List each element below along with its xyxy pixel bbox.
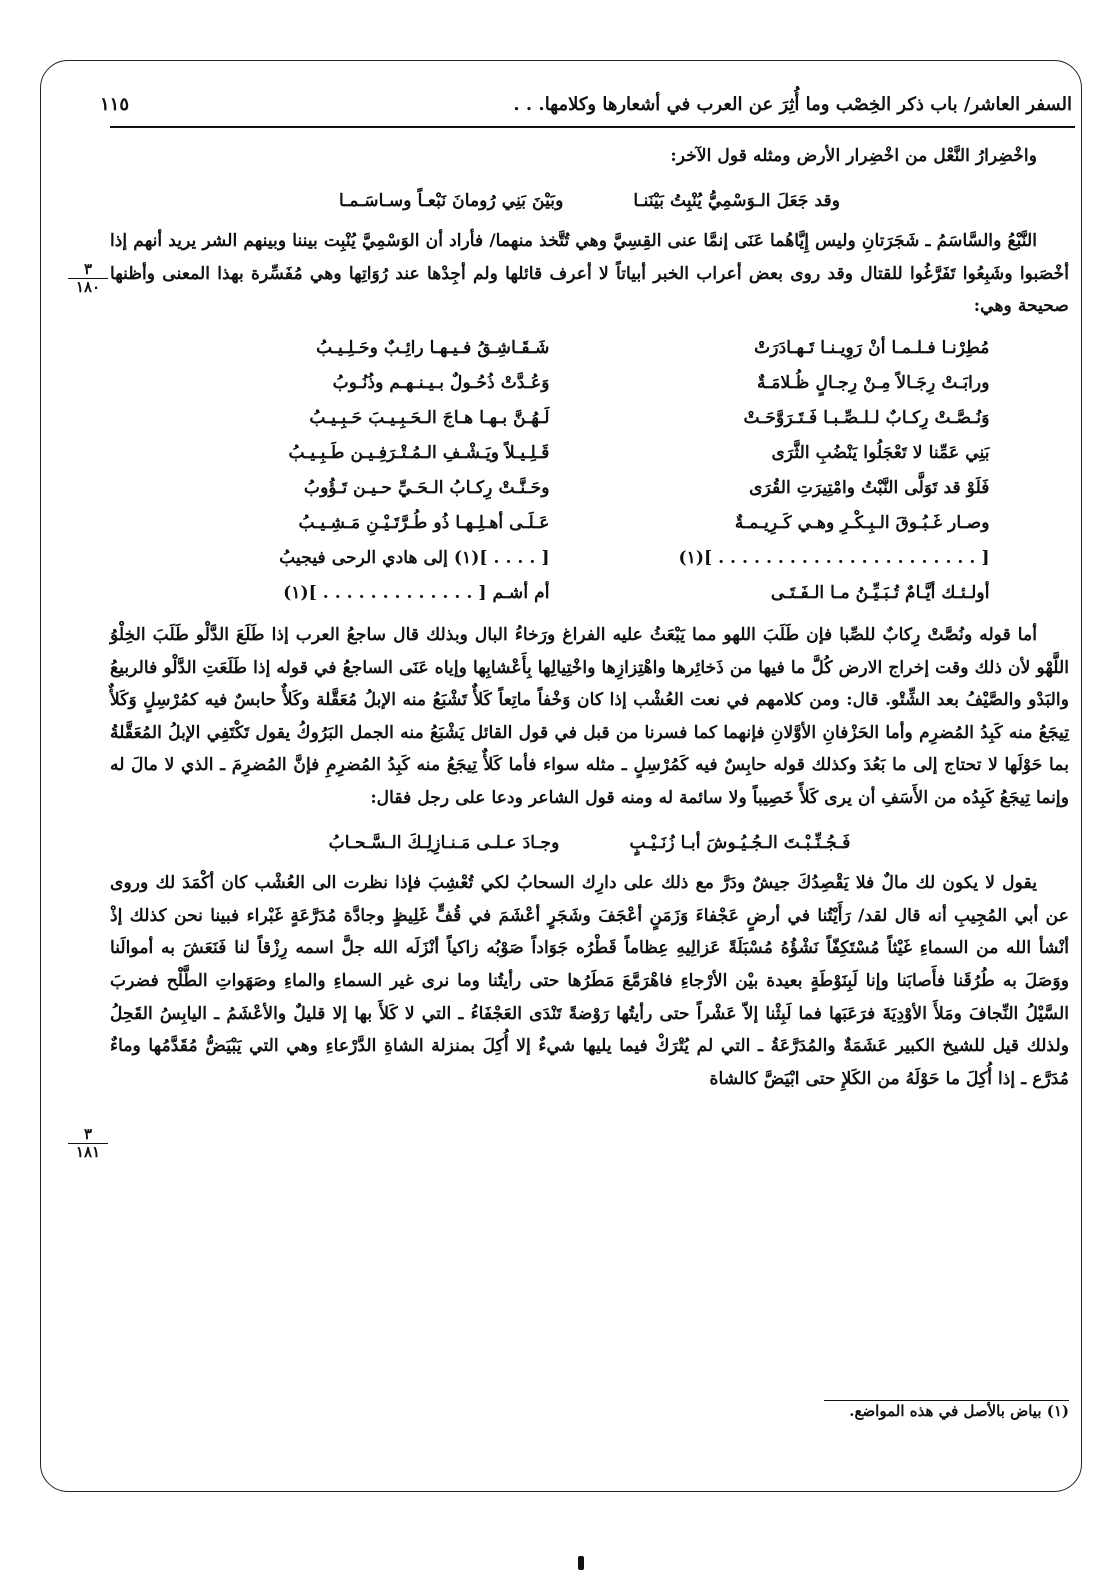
- verse-hemistich: وصـار غَـبُـوقَ الـبِـكْـرِ وهـي كَـرِيـمـةٌ: [734, 512, 990, 533]
- verse-hemistich: [ . . . . . . . . . . . . . . . . . . . . . . ](١): [678, 547, 990, 568]
- paragraph-nab-sasam: النَّبْعُ والسَّاسَمُ ـ شَجَرَتانِ وليس إِيَّاهُما عَنَى إنمَّا عنى القِسِيَّ وهي تُتَّخذ منهما/ فأراد أن الوَسْمِيَّ يُنْبِت بيننا وبينهم الشر يريد أنهم إذا أخْصَبوا وشَبِعُوا تَفَرَّغُوا للقتال وقد روى بعض أعراب الخبر أبياتاً لا أعرف قائلها ولم أجِدْها عند رُوَاتِها وهي مُفَسِّرة بهذا المعنى وأظنها صحيحة وهي:: [110, 231, 1069, 317]
- verse-hemistich: ورابَـتْ رِجَـالاً مِـنْ رِجـالٍ ظُـلامَـةٌ: [757, 372, 990, 393]
- verse-hemistich: قَـلِـيـلاً ويَـشْـفِ الـمُـتْـرَفِـيـن طَـبِـيـبُ: [288, 442, 550, 463]
- verse-hemistich: وَنُـصَّـتْ رِكـابٌ لـلـصِّـبـا فَـتَـرَوَّحَـتْ: [743, 407, 990, 428]
- verse-hemistich: وبَيْنَ بَنِي رُومانَ نَبْعـاً وسـاسَـمـا: [338, 190, 564, 211]
- verse-hemistich: فَـجُـنِّـبْـتَ الـجُـيُـوشَ أبـا زُنَـيْـبٍ: [629, 832, 851, 853]
- verse-hemistich: [ . . . . ](١) إلى هادي الرحى فيجيبُ: [279, 547, 550, 568]
- page-header: [100, 84, 1072, 124]
- verse-hemistich: مُطِرْنـا فـلـمـا أنْ رَوِيـنـا تَـهـادَرَتْ: [754, 337, 990, 358]
- margin-note-2: [68, 1127, 108, 1160]
- verse-hemistich: فَلَوْ قد تَوَلَّى النَّبْتُ وامْتِيرَتِ القُرَى: [749, 477, 990, 498]
- verse-hemistich: وجـادَ عـلـى مَـنـازِلِـكَ الـسَّـحـابُ: [328, 832, 560, 853]
- margin-note-1: [68, 262, 108, 295]
- verse-couplet-1: [110, 185, 1069, 218]
- running-title: السفر العاشر/ باب ذكر الخِصْب وما أُثِرَ عن العرب في أشعارها وكلامها. . .: [513, 93, 1072, 115]
- page-body: [110, 140, 1069, 1095]
- verse-hemistich: وحَـنَّـتْ رِكـابُ الـحَـيِّ حـيـن تَـؤُوبُ: [303, 477, 550, 498]
- verse-hemistich: وَعُـدَّتْ ذُحُـولٌ بـيـنـهـم وذُنُـوبُ: [332, 372, 550, 393]
- margin-note-2-volume: ٣: [68, 1127, 108, 1144]
- verse-hemistich: أولـئـك أيَّـامٌ تُـبَـيِّـنُ مـا الـفَـتَـى: [770, 582, 990, 603]
- verse-hemistich: شَـقَـاشِـقُ فـيـهـا رائِـبٌ وحَـلِـيـبُ: [316, 337, 550, 358]
- verse-couplet-2: [110, 827, 1069, 860]
- poem-block: [110, 331, 1069, 611]
- paragraph-commentary: أما قوله ونُصَّتْ رِكابٌ للصِّبا فإن طَلَبَ اللهو مما يَبْعَثُ عليه الفراغ ورَخاءُ البال وبذلك قال ساجعُ العرب إذا طَلَعَ الدَّلْو طَلَبَ الخِلْوُ اللَّهْو لأن ذلك وقت إخراج الارض كُلَّ ما فيها من ذَخائِرها واهْتِزازِها واخْتِيالِها بِأَعْشابِها وإياه عَنَى الساجعُ في قوله إذا طَلَعَتِ الدَّلْو فالربيعُ والبَدْو والصَّيْفُ بعد الشِّتْو. قال: ومن كلامهم في نعت العُشْب إذا كان وَخْفاً ماتِعاً كَلأٌ تَشْبَعُ منه الإبلُ مُعَقَّلة وكَلأٌ حابسٌ فيه كمُرْسِلٍ وَكَلأٌ تِيجَعُ منه كَبِدُ المُضرِم وأما الحَزْفانِ الأوَّلانِ فإنهما كما فسرنا من قبل في قول القائل يَشْبَعُ منه الجمل البَرُوكُ يقول تَكْتَفِي الإبلُ المُعَقَّلةُ بما حَوْلَها لا تحتاج إلى ما بَعُدَ وكذلك قوله حابِسٌ فيه كَمُرْسِلٍ ـ مثله سواء فأما كَلأٌ تِيجَعُ منه كَبِدُ المُضرِمِ فإنَّ المُضرِمَ ـ الذي لا مالَ له وإنما تِيجَعُ كَبِدُه من الأَسَفِ أن يرى كَلأً خَصِيباً ولا سائمة له ومنه قول الشاعر ودعا على رجل فقال:: [110, 624, 1069, 808]
- verse-hemistich: لَـهُـنَّ بـهـا هـاجَ الـحَـبِـيـبَ حَـبِـيـبُ: [309, 407, 550, 428]
- verse-hemistich: عَـلَـى أهـلِـهـا ذُو طُـرَّتَـيْـنِ مَـشِـيـبُ: [298, 512, 550, 533]
- margin-note-1-volume: ٣: [68, 262, 108, 279]
- page-number: ١١٥: [100, 93, 130, 115]
- footnote-divider: [824, 1400, 1069, 1401]
- verse-hemistich: أم أشـم [ . . . . . . . . . . . . . ](١): [283, 582, 550, 603]
- verse-hemistich: بَنِي عَمِّنا لا تَعْجَلُوا يَنْضُبِ الثَّرَى: [771, 442, 990, 463]
- paragraph-intro: واخْضِرارُ النَّعْل من اخْضِرار الأرض ومثله قول الآخر:: [670, 146, 1037, 166]
- paragraph-abu-mujib: يقول لا يكون لك مالٌ فلا يَقْصِدُكَ جيشٌ ودَرَّ مع ذلك على دارِك السحابُ لكي تُعْشِبَ فإذا نظرت الى العُشْب كان أكْمَدَ لك وروى عن أبي المُجِيبِ أنه قال لقد/ رَأَيْتُنا في أرضٍ عَجْفاءَ وَزَمَنٍ أعْجَفَ وشَجَرٍ أعْشَمَ في قُفٍّ غَلِيظٍ وجادَّة مُدَرَّعَةٍ غَبْراء فبينا نحن كذلك إذْ أنْشأ الله من السماءِ غَيْثاً مُسْتَكِفّاً نَشْؤُهُ مُسْبَلَةً عَزالِيهِ عِظاماً قَطْرُه جَوَاداً صَوْبُه زاكياً أنْزَلَه الله جلَّ اسمه رِزْقاً لنا فَنَعَشَ به أموالَنا ووَصَلَ به طُرُقَنا فأَصابَنا وإنا لَبِنَوْطَةٍ بعيدة بيْن الأرْجاءِ فاهْرَمَّعَ مَطَرُها حتى رأيتُنا وما نرى غير السماءِ والماءِ وصَهَواتِ الطَّلْح فضربَ السَّيْلُ النِّجافَ ومَلأَ الأوْدِيَةَ فرَعَبَها فما لَبِثْنا إلاّ عَشْراً حتى رأيتُها رَوْضةً تَنْدَى العَجْفَاءُ ـ التي لا كَلأَ بها إلا قليلٌ والأعْشَمُ ـ اليابِسُ القَحِلُ ولذلك قيل للشيخ الكبير عَشَمَةٌ والمُدَرَّعَةُ ـ التي لم يُتْرَكْ فيما يليها شيءٌ إلا أُكِلَ بمنزلة الشاةِ الدَّرْعاءِ وهي التي يَبْيَضُّ مُقَدَّمُها وماءٌ مُدَرَّع ـ إذا أُكِلَ ما حَوْلَهُ من الكَلإِ حتى ابْيَضَّ كالشاة: [110, 873, 1069, 1089]
- footnote: (١) بياض بالأصل في هذه المواضع.: [849, 1402, 1069, 1420]
- margin-note-1-page: ١٨٠: [75, 278, 101, 296]
- scan-mark: [578, 1556, 584, 1570]
- margin-note-2-page: ١٨١: [75, 1143, 101, 1161]
- verse-hemistich: وقد جَعَلَ الـوَسْمِيُّ يُنْبِتُ بَيْنَنـا: [633, 190, 841, 211]
- header-divider: [110, 126, 1075, 128]
